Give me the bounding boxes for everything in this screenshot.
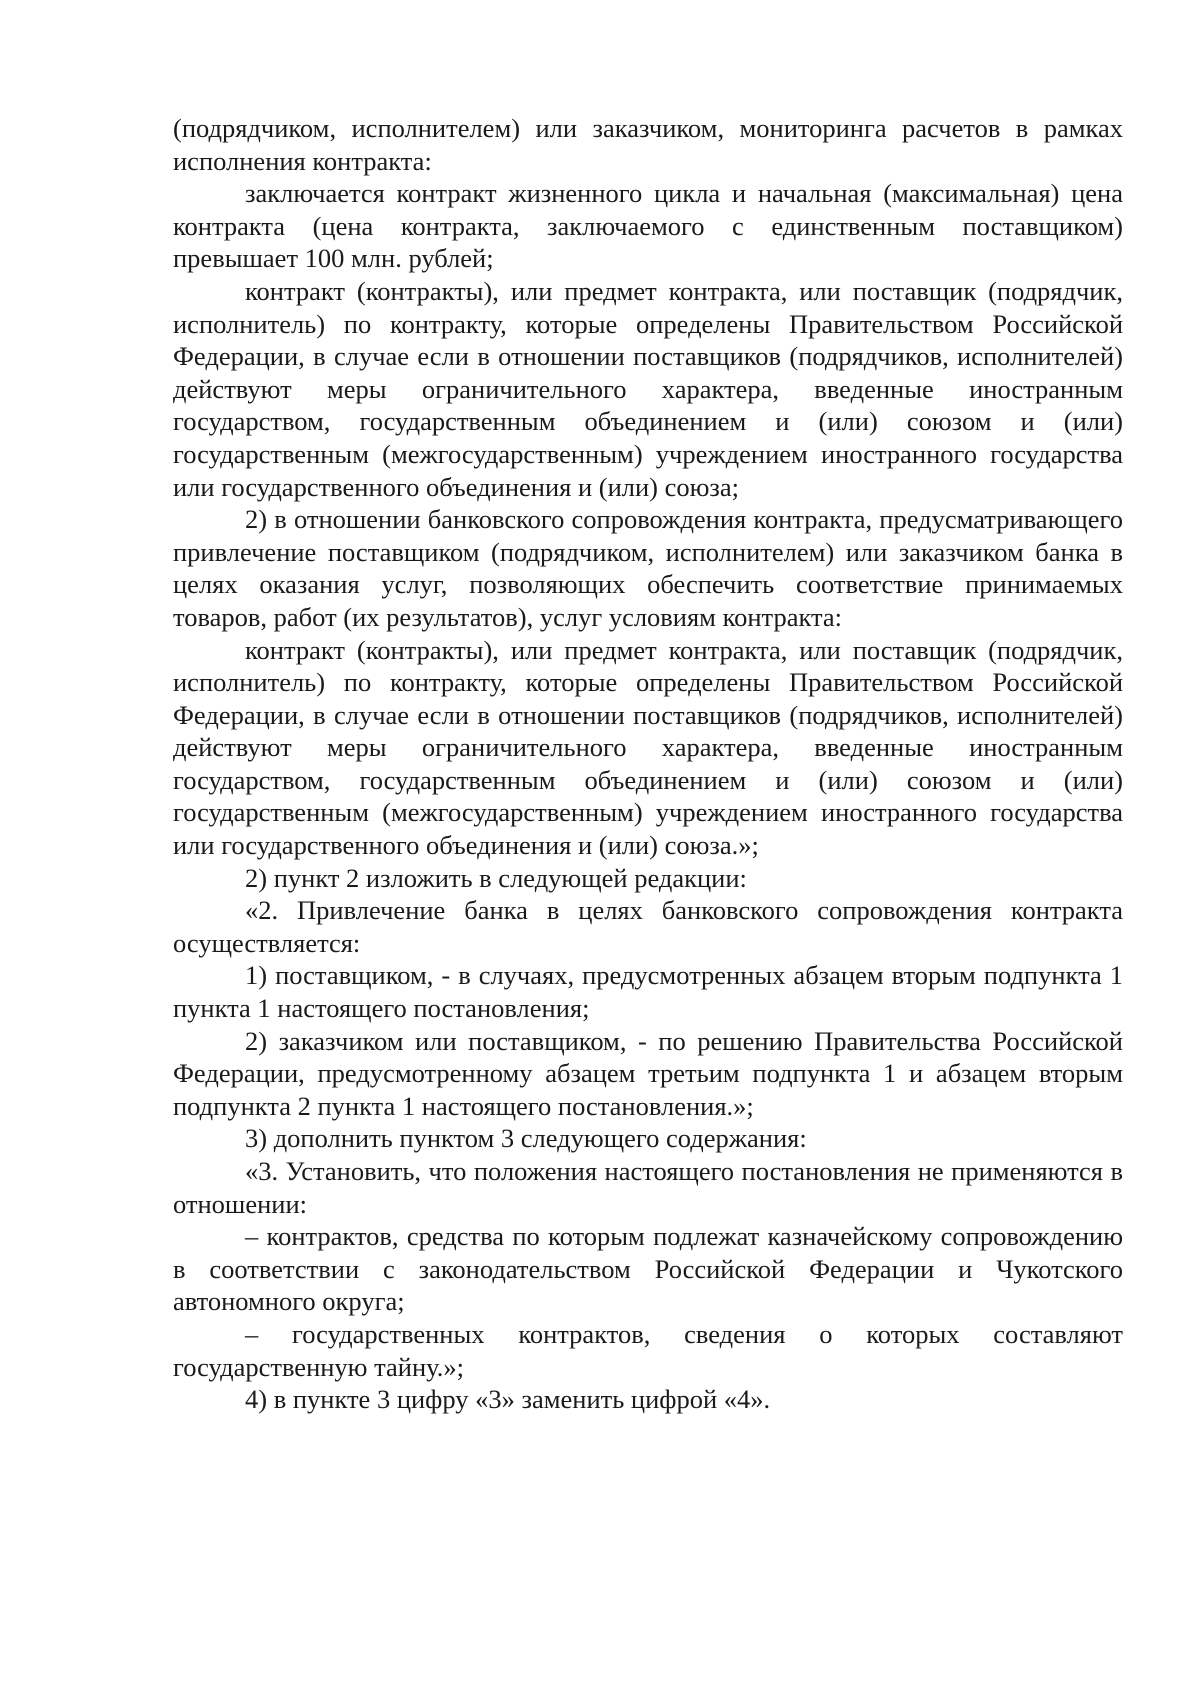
paragraph-item-2-amend: 2) пункт 2 изложить в следующей редакции: [245, 862, 747, 893]
paragraph-restrictive-measures-2: контракт (контракты), или предмет контракта, или поставщик (подрядчик, исполнитель) по контракту, которые определены Правительством Российской Федерации, в случае если в отношении поставщиков (подрядчиков, исполнителей) действуют меры ограничительного характера, введенные иностранным государством, государственным объединением и (или) союзом и (или) государственным (межгосударственным) учреждением иностранного государства или государственного объединения и (или) союза.»; [173, 634, 1123, 861]
paragraph-point-3-text: «3. Установить, что положения настоящего постановления не применяются в отношении: [173, 1156, 1123, 1219]
paragraph-continuation: (подрядчиком, исполнителем) или заказчиком, мониторинга расчетов в рамках исполнения контракта: [173, 113, 1123, 176]
paragraph-point-2-text: «2. Привлечение банка в целях банковского сопровождения контракта осуществляется: [173, 895, 1123, 958]
paragraph-restrictive-measures-1: контракт (контракты), или предмет контракта, или поставщик (подрядчик, исполнитель) по контракту, которые определены Правительством Российской Федерации, в случае если в отношении поставщиков (подрядчиков, исполнителей) действуют меры ограничительного характера, введенные иностранным государством, государственным объединением и (или) союзом и (или) государственным (межгосударственным) учреждением иностранного государства или государственного объединения и (или) союза; [173, 275, 1123, 502]
paragraph-point-2-sub-1: 1) поставщиком, - в случаях, предусмотренных абзацем вторым подпункта 1 пункта 1 настоящего постановления; [173, 960, 1123, 1024]
document-body [173, 112, 1123, 1416]
paragraph-life-cycle-contract: заключается контракт жизненного цикла и начальная (максимальная) цена контракта (цена контракта, заключаемого с единственным поставщиком) превышает 100 млн. рублей; [173, 178, 1123, 274]
paragraph-point-2-sub-2: 2) заказчиком или поставщиком, - по решению Правительства Российской Федерации, предусмотренному абзацем третьим подпункта 1 и абзацем вторым подпункта 2 пункта 1 настоящего постановления.»; [173, 1025, 1123, 1121]
paragraph-point-3-dash-2: – государственных контрактов, сведения о которых составляют государственную тайну.»; [173, 1318, 1123, 1382]
paragraph-item-3-amend: 3) дополнить пунктом 3 следующего содержания: [245, 1123, 807, 1154]
paragraph-item-4-amend: 4) в пункте 3 цифру «3» заменить цифрой «4». [245, 1384, 771, 1415]
paragraph-bank-support: 2) в отношении банковского сопровождения контракта, предусматривающего привлечение поставщиком (подрядчиком, исполнителем) или заказчиком банка в целях оказания услуг, позволяющих обеспечить соответствие принимаемых товаров, работ (их результатов), услуг условиям контракта: [173, 504, 1123, 632]
paragraph-point-3-dash-1: – контрактов, средства по которым подлежат казначейскому сопровождению в соответствии с законодательством Российской Федерации и Чукотского автономного округа; [173, 1221, 1123, 1317]
